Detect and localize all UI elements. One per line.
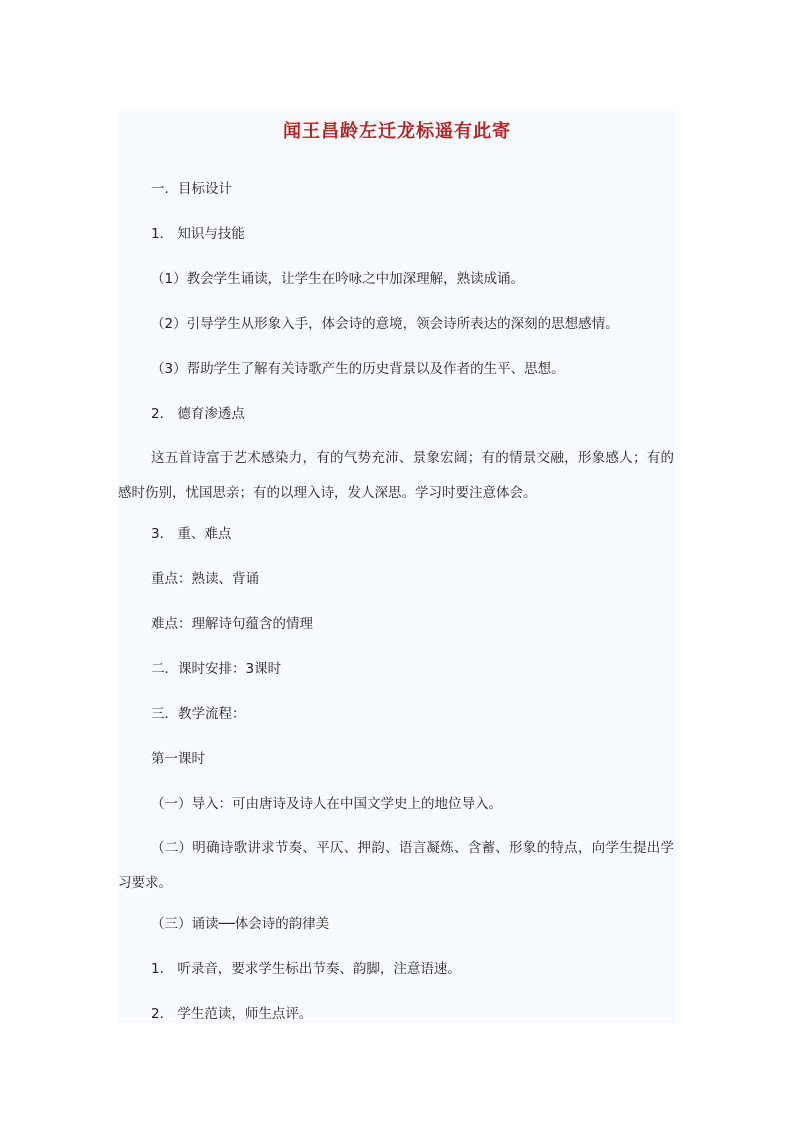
lesson-heading: 第一课时	[151, 751, 205, 767]
difficulty-line: 难点：理解诗句蕴含的情理	[151, 616, 313, 632]
step-intro: （一）导入：可由唐诗及诗人在中国文学史上的地位导入。	[151, 796, 502, 812]
step-requirements: （二）明确诗歌讲求节奏、平仄、押韵、语言凝炼、含蓄、形象的特点，向学生提出学习要求。	[118, 840, 674, 891]
subsection-key-points: 3． 重、难点	[151, 526, 232, 542]
subsection-knowledge-skills: 1． 知识与技能	[151, 226, 245, 242]
section-heading-process: 三．教学流程：	[151, 706, 246, 722]
list-item: （3）帮助学生了解有关诗歌产生的历史背景以及作者的生平、思想。	[151, 361, 565, 377]
step-recitation: （三）诵读──体会诗的韵律美	[151, 916, 330, 932]
list-item: 1． 听录音，要求学生标出节奏、韵脚，注意语速。	[151, 961, 461, 977]
list-item: （2）引导学生从形象入手，体会诗的意境，领会诗所表达的深刻的思想感情。	[151, 316, 619, 332]
paragraph-moral-education: 这五首诗富于艺术感染力，有的气势充沛、景象宏阔；有的情景交融，形象感人；有的感时伤别，忧国思亲；有的以理入诗，发人深思。学习时要注意体会。	[118, 450, 674, 501]
list-item: 2． 学生范读，师生点评。	[151, 1006, 313, 1022]
section-heading-goals: 一．目标设计	[151, 181, 232, 197]
subsection-moral-education: 2． 德育渗透点	[151, 406, 245, 422]
document-title: 闻王昌龄左迁龙标遥有此寄	[283, 121, 511, 142]
section-heading-schedule: 二．课时安排：3课时	[151, 661, 282, 677]
list-item: （1）教会学生诵读，让学生在吟咏之中加深理解，熟读成诵。	[151, 271, 525, 287]
key-point-line: 重点：熟读、背诵	[151, 571, 259, 587]
